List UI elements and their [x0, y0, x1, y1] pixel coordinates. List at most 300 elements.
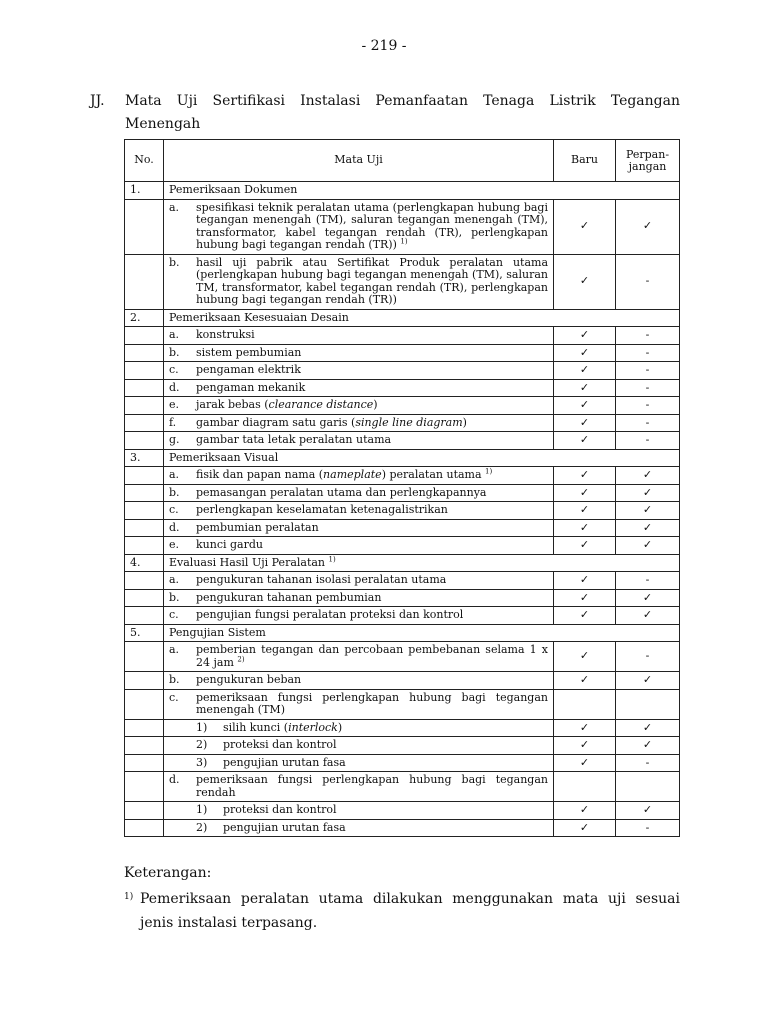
item-letter: d.	[169, 380, 180, 394]
empty-cell	[125, 254, 164, 309]
baru-mark: ✓	[554, 379, 616, 397]
item-line	[169, 329, 548, 342]
section-number: 4.	[125, 554, 164, 572]
item-body	[196, 539, 548, 552]
item-cell	[164, 327, 554, 345]
item-line	[169, 774, 548, 799]
baru-mark: ✓	[554, 327, 616, 345]
item-text-wrap	[196, 691, 548, 717]
item-text: jarak bebas (	[196, 398, 269, 411]
perpanjangan-mark	[616, 772, 680, 802]
item-text-wrap	[223, 756, 346, 769]
item-text: proteksi dan kontrol	[223, 803, 337, 816]
perpanjangan-mark: -	[616, 572, 680, 590]
item-text-wrap	[196, 398, 378, 411]
baru-mark: ✓	[554, 572, 616, 590]
table-row	[125, 397, 680, 415]
item-letter: a.	[169, 328, 180, 341]
baru-mark: ✓	[554, 467, 616, 485]
item-text-wrap	[196, 591, 381, 604]
table-row	[125, 642, 680, 672]
empty-cell	[125, 572, 164, 590]
item-text: konstruksi	[196, 328, 255, 341]
item-letter: a.	[169, 643, 180, 656]
item-letter: b.	[169, 255, 180, 269]
item-body	[196, 487, 548, 500]
perpanjangan-mark: ✓	[616, 802, 680, 820]
item-text: )	[462, 415, 467, 429]
baru-mark	[554, 772, 616, 802]
item-cell	[164, 432, 554, 450]
subitem-line	[169, 804, 548, 817]
empty-cell	[125, 537, 164, 555]
baru-mark: ✓	[554, 754, 616, 772]
table-row	[125, 254, 680, 309]
subitem-cell	[164, 819, 554, 837]
empty-cell	[125, 362, 164, 380]
item-letter: c.	[169, 363, 179, 376]
item-body	[196, 674, 548, 687]
item-text: proteksi dan kontrol	[223, 738, 337, 751]
section-title: Evaluasi Hasil Uji Peralatan	[169, 555, 326, 569]
table-row	[125, 772, 680, 802]
section-title-cell	[164, 309, 680, 327]
item-text: gambar diagram satu garis (	[196, 415, 356, 429]
section-title: Pengujian Sistem	[169, 625, 266, 639]
item-cell	[164, 572, 554, 590]
empty-cell	[125, 199, 164, 254]
perpanjangan-mark: ✓	[616, 537, 680, 555]
item-letter: e.	[169, 398, 180, 411]
footnote-ref: 1)	[328, 554, 336, 563]
item-line	[169, 399, 548, 412]
baru-mark: ✓	[554, 397, 616, 415]
item-cell	[164, 397, 554, 415]
perpanjangan-mark: -	[616, 414, 680, 432]
item-letter: e.	[169, 538, 180, 551]
perpanjangan-mark: -	[616, 397, 680, 415]
item-text-wrap	[196, 468, 492, 481]
item-text: pemeriksaan fungsi perlengkapan hubung bagi tegangan menengah (TM)	[196, 690, 548, 716]
perpanjangan-mark: -	[616, 819, 680, 837]
item-line	[169, 202, 548, 252]
item-body	[196, 347, 548, 360]
item-body	[196, 469, 548, 482]
item-letter: b.	[169, 673, 180, 686]
subitem-number: 2)	[196, 820, 208, 834]
subitem-line	[169, 757, 548, 770]
item-line	[169, 574, 548, 587]
perpanjangan-mark: -	[616, 362, 680, 380]
item-text: )	[337, 720, 343, 734]
section-title-cell	[164, 449, 680, 467]
item-text-wrap	[196, 773, 548, 799]
item-text-wrap	[196, 346, 301, 359]
empty-cell	[125, 432, 164, 450]
item-letter: d.	[169, 520, 180, 534]
table-row	[125, 519, 680, 537]
item-text: silih kunci (	[223, 720, 289, 734]
baru-mark: ✓	[554, 519, 616, 537]
item-text: pengukuran tahanan pembumian	[196, 590, 382, 604]
item-text: pengujian urutan fasa	[223, 820, 346, 834]
empty-cell	[125, 519, 164, 537]
baru-mark: ✓	[554, 672, 616, 690]
item-text-wrap	[196, 503, 448, 516]
perpanjangan-mark: ✓	[616, 607, 680, 625]
empty-cell	[125, 327, 164, 345]
empty-cell	[125, 689, 164, 719]
empty-cell	[125, 754, 164, 772]
section-title-cell	[164, 624, 680, 642]
note-marker: 1)	[124, 892, 134, 902]
item-text: kunci gardu	[196, 538, 263, 551]
baru-mark: ✓	[554, 484, 616, 502]
subitem-cell	[164, 754, 554, 772]
table-row	[125, 537, 680, 555]
notes-title: Keterangan:	[124, 865, 212, 881]
item-text-wrap	[196, 416, 467, 429]
perpanjangan-mark: ✓	[616, 199, 680, 254]
table-subrow	[125, 754, 680, 772]
item-text: pengukuran tahanan isolasi peralatan utama	[196, 573, 447, 586]
subitem-number: 3)	[196, 755, 208, 769]
item-letter: f.	[169, 415, 177, 429]
item-cell	[164, 344, 554, 362]
item-body	[196, 774, 548, 799]
header-perpanjangan: Perpan-jangan	[616, 140, 680, 182]
item-cell	[164, 199, 554, 254]
item-text-wrap	[223, 803, 337, 816]
item-text-wrap	[196, 608, 463, 621]
empty-cell	[125, 802, 164, 820]
baru-mark: ✓	[554, 537, 616, 555]
item-text: pemberian tegangan dan percobaan pembebanan selama 1 x 24 jam	[196, 643, 548, 669]
item-body	[196, 522, 548, 535]
header-no: No.	[125, 140, 164, 182]
item-text-wrap	[196, 381, 305, 394]
header-mata-uji: Mata Uji	[164, 140, 554, 182]
perpanjangan-mark: ✓	[616, 719, 680, 737]
subitem-number: 1)	[196, 720, 208, 734]
perpanjangan-mark: ✓	[616, 672, 680, 690]
section-row	[125, 449, 680, 467]
table-row	[125, 589, 680, 607]
empty-cell	[125, 737, 164, 755]
section-number: 3.	[125, 449, 164, 467]
subitem-body	[223, 757, 548, 770]
perpanjangan-mark: -	[616, 379, 680, 397]
item-text-wrap	[196, 433, 391, 446]
perpanjangan-mark: -	[616, 327, 680, 345]
baru-mark: ✓	[554, 589, 616, 607]
empty-cell	[125, 467, 164, 485]
heading-label: JJ.	[90, 93, 105, 109]
item-text-italic: nameplate	[323, 468, 382, 481]
empty-cell	[125, 397, 164, 415]
section-number: 2.	[125, 309, 164, 327]
empty-cell	[125, 589, 164, 607]
item-text: fisik dan papan nama (	[196, 468, 324, 481]
item-letter: c.	[169, 503, 179, 516]
perpanjangan-mark	[616, 689, 680, 719]
empty-cell	[125, 642, 164, 672]
item-text-italic: single line diagram	[355, 415, 463, 429]
item-text-wrap	[223, 738, 337, 751]
empty-cell	[125, 414, 164, 432]
item-letter: a.	[169, 200, 180, 214]
table-row	[125, 432, 680, 450]
table-subrow	[125, 719, 680, 737]
section-title: Pemeriksaan Dokumen	[169, 183, 298, 196]
perpanjangan-mark: ✓	[616, 484, 680, 502]
item-cell	[164, 379, 554, 397]
item-text: perlengkapan keselamatan ketenagalistrikan	[196, 503, 448, 516]
item-letter: b.	[169, 345, 180, 359]
item-letter: b.	[169, 485, 180, 499]
item-text-wrap	[196, 328, 255, 341]
baru-mark: ✓	[554, 414, 616, 432]
section-heading	[90, 90, 680, 136]
item-text-wrap	[196, 363, 301, 376]
perpanjangan-mark: ✓	[616, 502, 680, 520]
item-line	[169, 504, 548, 517]
footnote-ref: 2)	[237, 654, 245, 663]
item-line	[169, 644, 548, 669]
item-cell	[164, 642, 554, 672]
table-row	[125, 344, 680, 362]
item-body	[196, 504, 548, 517]
item-body	[196, 434, 548, 447]
baru-mark: ✓	[554, 344, 616, 362]
baru-mark: ✓	[554, 254, 616, 309]
baru-mark: ✓	[554, 819, 616, 837]
empty-cell	[125, 344, 164, 362]
item-cell	[164, 254, 554, 309]
item-text: pengukuran beban	[196, 673, 302, 686]
footnote-ref: 1)	[400, 237, 408, 246]
item-letter: c.	[169, 690, 179, 704]
table-row	[125, 502, 680, 520]
section-number: 5.	[125, 624, 164, 642]
empty-cell	[125, 607, 164, 625]
section-title: Pemeriksaan Visual	[169, 450, 279, 464]
item-text-wrap	[196, 521, 319, 534]
table-row	[125, 379, 680, 397]
baru-mark: ✓	[554, 607, 616, 625]
item-text-wrap	[196, 573, 446, 586]
item-text: pemeriksaan fungsi perlengkapan hubung bagi tegangan rendah	[196, 773, 548, 799]
subitem-line	[169, 739, 548, 752]
item-line	[169, 539, 548, 552]
page-number: - 219 -	[361, 38, 407, 54]
baru-mark: ✓	[554, 502, 616, 520]
perpanjangan-mark: ✓	[616, 737, 680, 755]
subitem-body	[223, 804, 548, 817]
item-text: pengujian urutan fasa	[223, 755, 346, 769]
empty-cell	[125, 819, 164, 837]
item-text: pengaman elektrik	[196, 363, 301, 376]
table-row	[125, 607, 680, 625]
item-text: )	[373, 398, 378, 411]
subitem-number: 2)	[196, 738, 208, 751]
item-cell	[164, 689, 554, 719]
item-text-wrap	[196, 256, 548, 307]
item-body	[196, 417, 548, 430]
section-title-cell	[164, 554, 680, 572]
subitem-body	[223, 722, 548, 735]
item-text-wrap	[223, 721, 342, 734]
table-subrow	[125, 737, 680, 755]
empty-cell	[125, 719, 164, 737]
item-body	[196, 257, 548, 307]
item-text: spesifikasi teknik peralatan utama (perlengkapan hubung bagi tegangan menengah (TM), saluran tegangan menengah (TM), transformator, kabel tegangan rendah (TR), perlengkapan hubung bagi tegangan rendah (TR))	[196, 200, 548, 251]
baru-mark: ✓	[554, 362, 616, 380]
item-letter: b.	[169, 590, 180, 604]
section-row	[125, 182, 680, 200]
item-line	[169, 674, 548, 687]
item-line	[169, 469, 548, 482]
item-text-wrap	[196, 486, 486, 499]
item-text-italic: interlock	[288, 720, 338, 734]
subitem-line	[169, 822, 548, 835]
perpanjangan-mark: ✓	[616, 467, 680, 485]
item-cell	[164, 467, 554, 485]
item-letter: g.	[169, 433, 180, 446]
item-body	[196, 202, 548, 252]
header-baru: Baru	[554, 140, 616, 182]
table-row	[125, 362, 680, 380]
table-subrow	[125, 802, 680, 820]
baru-mark	[554, 689, 616, 719]
item-line	[169, 257, 548, 307]
section-row	[125, 624, 680, 642]
item-line	[169, 522, 548, 535]
table-row	[125, 689, 680, 719]
section-number: 1.	[125, 182, 164, 200]
perpanjangan-mark: ✓	[616, 589, 680, 607]
item-text-wrap	[196, 673, 301, 686]
item-body	[196, 692, 548, 717]
item-line	[169, 364, 548, 377]
item-body	[196, 574, 548, 587]
item-line	[169, 487, 548, 500]
item-body	[196, 329, 548, 342]
perpanjangan-mark: -	[616, 254, 680, 309]
heading-text: Mata Uji Sertifikasi Instalasi Pemanfaatan Tenaga Listrik Tegangan Menengah	[125, 93, 680, 132]
table-row	[125, 199, 680, 254]
item-text-wrap	[196, 643, 548, 669]
baru-mark: ✓	[554, 737, 616, 755]
item-cell	[164, 362, 554, 380]
item-cell	[164, 502, 554, 520]
item-body	[196, 382, 548, 395]
item-body	[196, 399, 548, 412]
item-line	[169, 382, 548, 395]
item-text: hasil uji pabrik atau Sertifikat Produk peralatan utama (perlengkapan hubung bagi tegangan menengah (TM), saluran TM, transformator, kabel tegangan rendah (TR), perlengkapan hubung bagi tegangan rendah (TR))	[196, 255, 548, 306]
item-text: pengaman mekanik	[196, 380, 306, 394]
subitem-cell	[164, 802, 554, 820]
item-cell	[164, 589, 554, 607]
baru-mark: ✓	[554, 642, 616, 672]
item-body	[196, 644, 548, 669]
item-text: pemasangan peralatan utama dan perlengkapannya	[196, 485, 487, 499]
item-line	[169, 692, 548, 717]
section-row	[125, 554, 680, 572]
item-cell	[164, 519, 554, 537]
item-text-italic: clearance distance	[268, 398, 374, 411]
subitem-body	[223, 822, 548, 835]
subitem-cell	[164, 719, 554, 737]
baru-mark: ✓	[554, 719, 616, 737]
item-text-wrap	[196, 201, 548, 252]
table-body	[125, 182, 680, 837]
item-cell	[164, 672, 554, 690]
subitem-cell	[164, 737, 554, 755]
section-row	[125, 309, 680, 327]
item-text: sistem pembumian	[196, 345, 302, 359]
empty-cell	[125, 379, 164, 397]
item-body	[196, 609, 548, 622]
item-text: gambar tata letak peralatan utama	[196, 433, 392, 446]
note-text: Pemeriksaan peralatan utama dilakukan menggunakan mata uji sesuai jenis instalasi terpasang.	[140, 891, 680, 931]
item-text-wrap	[196, 538, 263, 551]
item-body	[196, 364, 548, 377]
empty-cell	[125, 772, 164, 802]
baru-mark: ✓	[554, 802, 616, 820]
item-line	[169, 609, 548, 622]
perpanjangan-mark: -	[616, 432, 680, 450]
item-line	[169, 417, 548, 430]
table-row	[125, 672, 680, 690]
item-cell	[164, 484, 554, 502]
test-items-table	[124, 139, 680, 837]
item-text: pengujian fungsi peralatan proteksi dan kontrol	[196, 608, 464, 621]
item-text: pembumian peralatan	[196, 520, 319, 534]
item-cell	[164, 537, 554, 555]
note-item	[124, 887, 680, 935]
perpanjangan-mark: -	[616, 754, 680, 772]
item-cell	[164, 414, 554, 432]
table-row	[125, 572, 680, 590]
perpanjangan-mark: ✓	[616, 519, 680, 537]
footnote-ref: 1)	[485, 467, 493, 476]
item-text-wrap	[223, 821, 346, 834]
baru-mark: ✓	[554, 432, 616, 450]
section-title: Pemeriksaan Kesesuaian Desain	[169, 310, 349, 324]
perpanjangan-mark: -	[616, 344, 680, 362]
empty-cell	[125, 672, 164, 690]
item-line	[169, 592, 548, 605]
empty-cell	[125, 484, 164, 502]
item-body	[196, 592, 548, 605]
item-letter: a.	[169, 468, 180, 481]
item-letter: a.	[169, 573, 180, 586]
item-line	[169, 434, 548, 447]
item-letter: c.	[169, 608, 179, 621]
table-row	[125, 327, 680, 345]
empty-cell	[125, 502, 164, 520]
section-title-cell	[164, 182, 680, 200]
table-row	[125, 467, 680, 485]
subitem-line	[169, 722, 548, 735]
baru-mark: ✓	[554, 199, 616, 254]
table-subrow	[125, 819, 680, 837]
subitem-body	[223, 739, 548, 752]
item-line	[169, 347, 548, 360]
item-letter: d.	[169, 773, 180, 786]
perpanjangan-mark: -	[616, 642, 680, 672]
